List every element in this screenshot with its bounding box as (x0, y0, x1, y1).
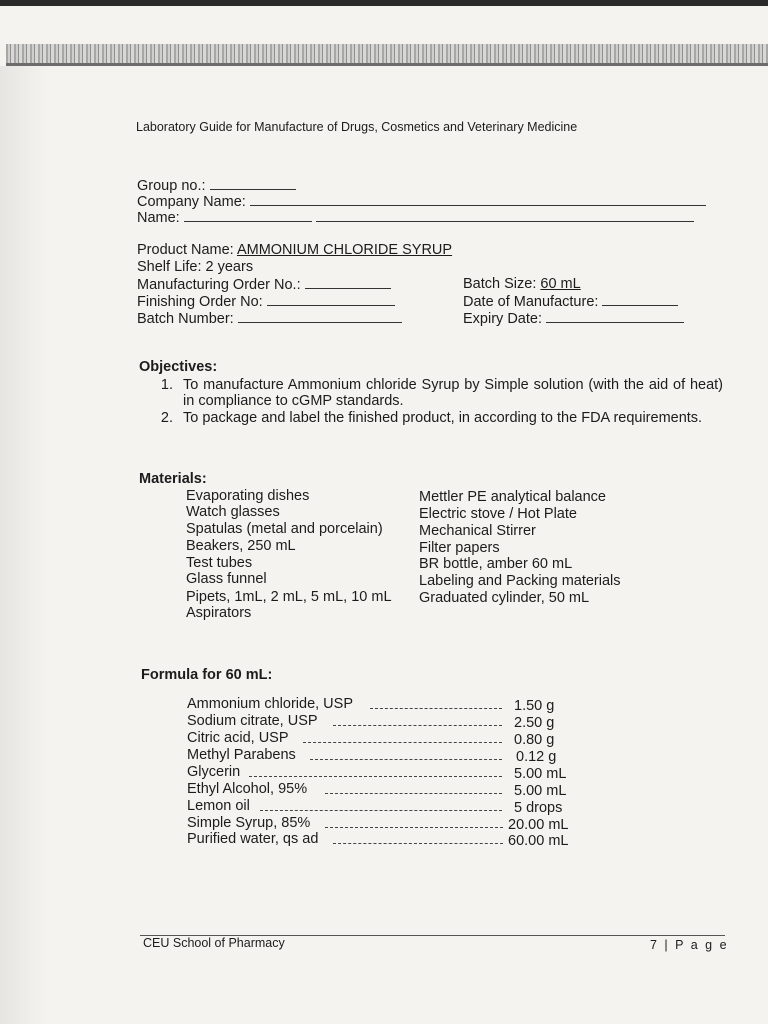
formula-quantity: 5 drops (514, 800, 563, 816)
material-item: Test tubes (186, 555, 253, 571)
finishing-order-label: Finishing Order No: (137, 294, 263, 310)
name-blank-2 (316, 209, 694, 222)
formula-ingredient: Glycerin (187, 764, 241, 780)
formula-leader (303, 742, 502, 743)
batch-size-row (463, 276, 581, 292)
name-blank-1 (184, 209, 312, 222)
formula-leader (249, 776, 502, 777)
expiry-blank (546, 310, 684, 323)
finishing-order-row (137, 293, 395, 310)
material-item: Beakers, 250 mL (186, 538, 296, 554)
formula-ingredient: Purified water, qs ad (187, 831, 319, 847)
formula-ingredient: Sodium citrate, USP (187, 713, 318, 729)
material-item: Graduated cylinder, 50 mL (419, 590, 590, 606)
batch-number-label: Batch Number: (137, 311, 234, 327)
objective-text: To package and label the finished product, in according to the FDA requirements. (183, 410, 703, 426)
materials-title: Materials: (139, 471, 207, 487)
material-item: Labeling and Packing materials (419, 573, 621, 589)
document-header: Laboratory Guide for Manufacture of Drugs, Cosmetics and Veterinary Medicine (136, 120, 578, 134)
scan-top-edge (0, 0, 768, 6)
name-row (137, 209, 694, 226)
formula-ingredient: Citric acid, USP (187, 730, 289, 746)
formula-quantity: 2.50 g (514, 715, 555, 731)
company-row (137, 193, 706, 210)
formula-quantity: 20.00 mL (508, 817, 569, 833)
company-blank (250, 193, 706, 206)
formula-quantity: 5.00 mL (514, 766, 567, 782)
product-label: Product Name: (137, 242, 234, 258)
material-item: Mechanical Stirrer (419, 523, 536, 539)
group-row (137, 177, 296, 194)
company-label: Company Name: (137, 194, 246, 210)
shelf-life: Shelf Life: 2 years (137, 259, 254, 275)
material-item: Mettler PE analytical balance (419, 489, 606, 505)
material-item: Filter papers (419, 540, 500, 556)
material-item: BR bottle, amber 60 mL (419, 556, 573, 572)
material-item: Pipets, 1mL, 2 mL, 5 mL, 10 mL (186, 589, 392, 605)
material-item: Evaporating dishes (186, 488, 310, 504)
name-label: Name: (137, 210, 180, 226)
group-blank (210, 177, 296, 190)
formula-quantity: 60.00 mL (508, 833, 569, 849)
expiry-row (463, 310, 684, 327)
formula-leader (325, 827, 503, 828)
formula-quantity: 5.00 mL (514, 783, 567, 799)
objectives-title: Objectives: (139, 359, 218, 375)
formula-quantity: 0.80 g (514, 732, 555, 748)
formula-quantity: 0.12 g (516, 749, 557, 765)
objective-item (153, 377, 723, 411)
formula-leader (370, 708, 502, 709)
objective-number: 2. (160, 410, 173, 426)
footer-school: CEU School of Pharmacy (143, 936, 285, 950)
objective-text: To manufacture Ammonium chloride Syrup by Simple solution (with the aid of heat) in compliance to cGMP standards. (183, 377, 723, 409)
mfg-order-blank (305, 276, 391, 289)
mfg-order-row (137, 276, 391, 293)
formula-ingredient: Methyl Parabens (187, 747, 296, 763)
formula-leader (333, 725, 502, 726)
batch-size-label: Batch Size: (463, 276, 537, 292)
formula-leader (325, 793, 502, 794)
material-item: Watch glasses (186, 504, 280, 520)
formula-leader (260, 810, 502, 811)
formula-title: Formula for 60 mL: (141, 667, 273, 683)
formula-quantity: 1.50 g (514, 698, 555, 714)
date-mfg-blank (602, 293, 678, 306)
scan-left-shadow (0, 66, 48, 1024)
date-mfg-row (463, 293, 678, 310)
material-item: Spatulas (metal and porcelain) (186, 521, 383, 537)
formula-ingredient: Lemon oil (187, 798, 250, 814)
batch-size-value: 60 mL (540, 276, 581, 292)
objective-number: 1. (160, 377, 173, 393)
material-item: Glass funnel (186, 571, 267, 587)
objective-item (153, 410, 723, 444)
formula-leader (333, 843, 503, 844)
scan-header-band (6, 44, 768, 66)
formula-ingredient: Ethyl Alcohol, 95% (187, 781, 308, 797)
page-number: 7 | P a g e (650, 938, 729, 952)
batch-number-row (137, 310, 402, 327)
group-label: Group no.: (137, 178, 206, 194)
finishing-order-blank (267, 293, 395, 306)
mfg-order-label: Manufacturing Order No.: (137, 277, 301, 293)
date-mfg-label: Date of Manufacture: (463, 294, 599, 310)
product-row (137, 242, 452, 258)
material-item: Electric stove / Hot Plate (419, 506, 577, 522)
material-item: Aspirators (186, 605, 252, 621)
batch-number-blank (238, 310, 402, 323)
product-name-value: AMMONIUM CHLORIDE SYRUP (236, 242, 453, 258)
expiry-label: Expiry Date: (463, 311, 542, 327)
formula-ingredient: Ammonium chloride, USP (187, 696, 353, 712)
formula-leader (310, 759, 502, 760)
formula-ingredient: Simple Syrup, 85% (187, 815, 311, 831)
